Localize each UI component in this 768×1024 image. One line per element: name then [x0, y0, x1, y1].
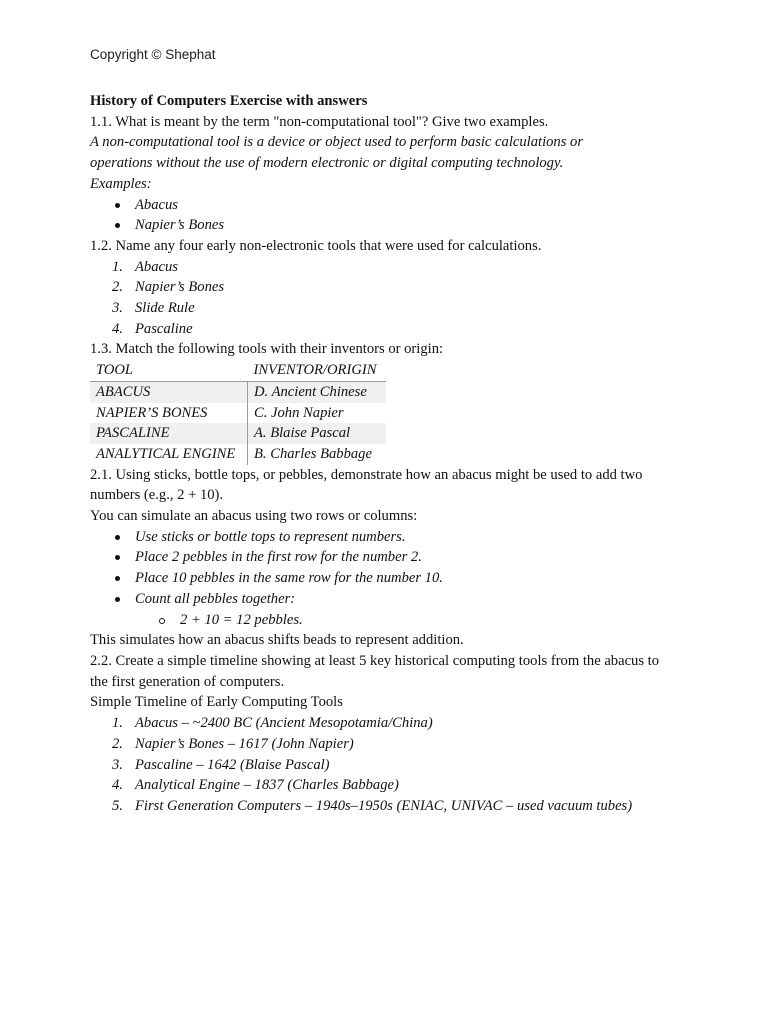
table-row — [90, 403, 386, 424]
question-2-2-line-1: 2.2. Create a simple timeline showing at least 5 key historical computing tools from the abacus to — [90, 652, 660, 669]
table-cell: A. Blaise Pascal — [248, 423, 387, 444]
question-2-2-line-2: the first generation of computers. — [90, 673, 285, 690]
answer-1-1-line-1: A non-computational tool is a device or object used to perform basic calculations or — [90, 134, 584, 151]
list-text: Napier’s Bones – 1617 (John Napier) — [135, 735, 354, 752]
list-text: Analytical Engine – 1837 (Charles Babbage) — [135, 777, 399, 794]
step-item: Count all pebbles together: — [90, 589, 690, 610]
list-number: 1. — [112, 258, 123, 275]
timeline-item — [90, 796, 690, 817]
table-cell: ABACUS — [90, 381, 248, 402]
list-number: 4. — [112, 320, 123, 337]
table-header-cell: TOOL — [90, 360, 248, 381]
list-text: Pascaline — [135, 320, 193, 337]
list-number: 3. — [112, 756, 123, 773]
list-text: Pascaline – 1642 (Blaise Pascal) — [135, 756, 330, 773]
list-item — [90, 277, 690, 298]
example-item: Napier’s Bones — [90, 215, 690, 236]
step-item: Place 2 pebbles in the first row for the number 2. — [90, 547, 690, 568]
timeline-item — [90, 755, 690, 776]
table-cell: NAPIER’S BONES — [90, 403, 248, 424]
question-2-1-line-1: 2.1. Using sticks, bottle tops, or pebbles, demonstrate how an abacus might be used to add two — [90, 466, 643, 483]
list-text: Slide Rule — [135, 300, 195, 317]
list-text: First Generation Computers – 1940s–1950s (ENIAC, UNIVAC – used vacuum tubes) — [135, 797, 633, 814]
table-cell: C. John Napier — [254, 404, 344, 421]
list-number: 2. — [112, 279, 123, 296]
table-cell: ANALYTICAL ENGINE — [90, 444, 248, 465]
answer-1-1-line-2: operations without the use of modern electronic or digital computing technology. — [90, 155, 564, 172]
table-row — [90, 444, 386, 465]
examples-label: Examples: — [90, 175, 152, 192]
question-1-1: 1.1. What is meant by the term "non-computational tool"? Give two examples. — [90, 113, 549, 130]
document-title: History of Computers Exercise with answers — [90, 93, 368, 109]
table-row — [90, 381, 386, 402]
question-1-2: 1.2. Name any four early non-electronic tools that were used for calculations. — [90, 237, 542, 254]
table-cell: D. Ancient Chinese — [248, 381, 387, 402]
document-body — [90, 91, 690, 817]
answer-2-1-conclusion: This simulates how an abacus shifts beads to represent addition. — [90, 632, 464, 649]
list-text: Abacus – ~2400 BC (Ancient Mesopotamia/China) — [135, 715, 433, 732]
timeline-item — [90, 734, 690, 755]
list-item — [90, 298, 690, 319]
copyright-notice: Copyright © Shephat — [90, 47, 216, 62]
step-item: Use sticks or bottle tops to represent numbers. — [90, 527, 690, 548]
table-row — [90, 423, 386, 444]
timeline-item — [90, 775, 690, 796]
list-number: 2. — [112, 735, 123, 752]
timeline-title: Simple Timeline of Early Computing Tools — [90, 694, 343, 711]
example-item: Abacus — [90, 195, 690, 216]
list-number: 4. — [112, 777, 123, 794]
list-item — [90, 257, 690, 278]
list-number: 1. — [112, 715, 123, 732]
matching-table — [90, 360, 386, 465]
table-header-cell: INVENTOR/ORIGIN — [248, 360, 387, 381]
question-2-1-line-2: numbers (e.g., 2 + 10). — [90, 487, 224, 504]
list-number: 5. — [112, 797, 123, 814]
timeline-item — [90, 713, 690, 734]
question-1-3: 1.3. Match the following tools with their inventors or origin: — [90, 341, 444, 358]
sub-step-item: 2 + 10 = 12 pebbles. — [90, 610, 690, 631]
list-text: Abacus — [135, 258, 178, 275]
list-number: 3. — [112, 300, 123, 317]
table-cell: B. Charles Babbage — [254, 445, 372, 462]
answer-2-1-intro: You can simulate an abacus using two rows or columns: — [90, 508, 418, 525]
list-item — [90, 319, 690, 340]
list-text: Napier’s Bones — [135, 279, 225, 296]
table-header-row — [90, 360, 386, 381]
table-cell: PASCALINE — [90, 423, 248, 444]
step-item: Place 10 pebbles in the same row for the number 10. — [90, 568, 690, 589]
